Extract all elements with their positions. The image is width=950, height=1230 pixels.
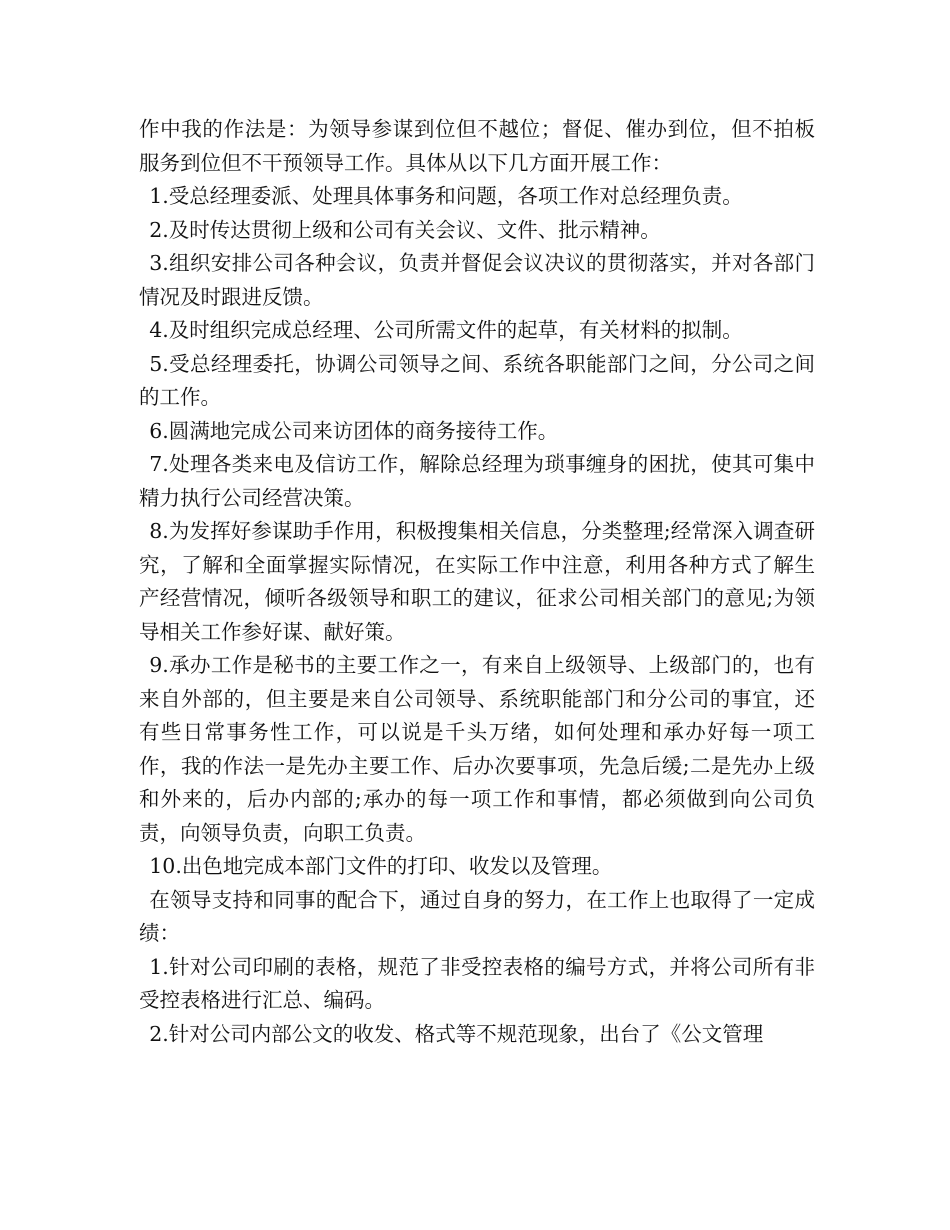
list-item-2: 2.及时传达贯彻上级和公司有关会议、文件、批示精神。 [149,217,661,242]
document-body [139,113,815,1051]
list-item-5: 5.受总经理委托，协调公司领导之间、系统各职能部门之间，分公司之间的工作。 [139,351,815,409]
achievement-item-2: 2.针对公司内部公文的收发、格式等不规范现象，出台了《公文管理 [149,1021,764,1046]
list-item-9: 9.承办工作是秘书的主要工作之一，有来自上级领导、上级部门的，也有来自外部的，但主要是来自公司领导、系统职能部门和分公司的事宜，还有些日常事务性工作，可以说是千头万绪，如何处理和承办好每一项工作，我的作法一是先办主要工作、后办次要事项，先急后缓;二是先办上级和外来的，后办内部的;承办的每一项工作和事情，都必须做到向公司负责，向领导负责，向职工负责。 [139,653,815,845]
paragraph-intro: 作中我的作法是：为领导参谋到位但不越位；督促、催办到位，但不拍板服务到位但不干预领导工作。具体从以下几方面开展工作： [139,117,815,175]
paragraph-achievements: 在领导支持和同事的配合下，通过自身的努力，在工作上也取得了一定成绩： [139,887,815,945]
list-item-7: 7.处理各类来电及信访工作，解除总经理为琐事缠身的困扰，使其可集中精力执行公司经营决策。 [139,452,815,510]
list-item-3: 3.组织安排公司各种会议，负责并督促会议决议的贯彻落实，并对各部门情况及时跟进反馈。 [139,251,815,309]
list-item-10: 10.出色地完成本部门文件的打印、收发以及管理。 [149,854,613,878]
list-item-6: 6.圆满地完成公司来访团体的商务接待工作。 [149,418,559,443]
list-item-8: 8.为发挥好参谋助手作用，积极搜集相关信息，分类整理;经常深入调查研究，了解和全面掌握实际情况，在实际工作中注意，利用各种方式了解生产经营情况，倾听各级领导和职工的建议，征求公司相关部门的意见;为领导相关工作参好谋、献好策。 [139,519,815,644]
achievement-item-1: 1.针对公司印刷的表格，规范了非受控表格的编号方式，并将公司所有非受控表格进行汇总、编码。 [139,954,815,1012]
list-item-1: 1.受总经理委派、处理具体事务和问题，各项工作对总经理负责。 [149,184,743,208]
list-item-4: 4.及时组织完成总经理、公司所需文件的起草，有关材料的拟制。 [149,318,743,342]
